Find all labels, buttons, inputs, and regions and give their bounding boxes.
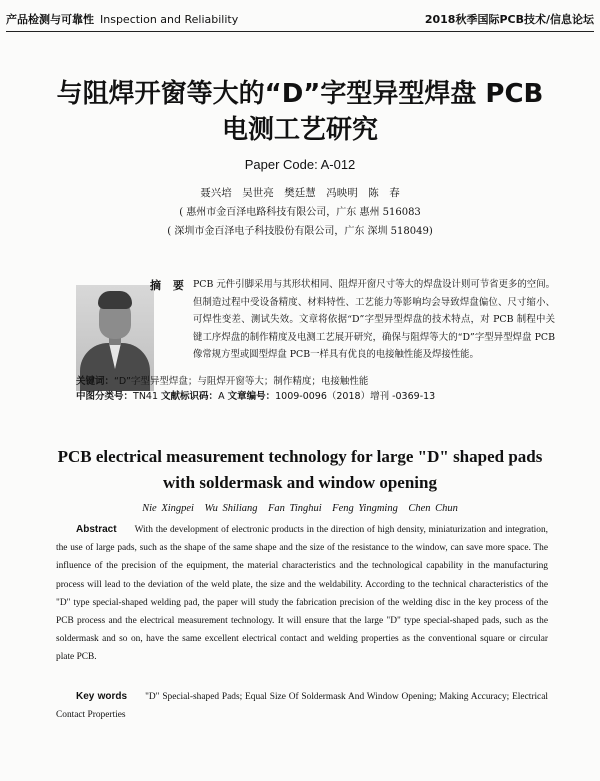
title-english bbox=[20, 444, 580, 496]
abstract-english-label: Abstract bbox=[76, 524, 117, 535]
title-chinese-line-1: 与阻焊开窗等大的“D”字型异型焊盘 PCB bbox=[56, 79, 544, 109]
clc-value: TN41 bbox=[133, 391, 159, 402]
photo-hair bbox=[98, 291, 132, 309]
paper-code: Paper Code: A-012 bbox=[244, 157, 356, 172]
running-header bbox=[6, 10, 594, 30]
title-chinese bbox=[40, 76, 560, 148]
header-left bbox=[6, 10, 238, 30]
abstract-english-text: With the development of electronic products in the direction of high density, miniaturization and integration, the use of large pads, such as the shape of the same shape and the size of the resistance to the window, can save more space. The influence of the precision of the equipment, the material characteristics and the technological capability in the manufacturing process will lead to the deviation of the weld plate, the size and the weldability. According to the technical characteristics of the "D" type special-shaped welding pad, the paper will study the fabrication precision of the welding disc in the key process of the PCB process and the electrical measurement technology. It will ensure that the large "D" type special-shaped pads, such as the soldermask and so on, have the same excellent electrical contact and welding properties as the conventional square or circular plate PCB. bbox=[56, 525, 548, 663]
title-english-line-2: with soldermask and window opening bbox=[163, 473, 437, 492]
affiliation-2: ( 深圳市金百泽电子科技股份有限公司，广东 深圳 518049) bbox=[167, 226, 433, 237]
title-chinese-line-2: 电测工艺研究 bbox=[221, 115, 378, 145]
clc-label: 中图分类号： bbox=[76, 391, 134, 402]
header-journal: 2018秋季国际PCB技术/信息论坛 bbox=[424, 13, 594, 26]
header-divider bbox=[6, 31, 594, 32]
keywords-chinese bbox=[76, 375, 566, 389]
doc-code-value: A bbox=[218, 391, 225, 402]
classification-line bbox=[76, 390, 576, 404]
affiliation-1: ( 惠州市金百泽电路科技有限公司，广东 惠州 516083 bbox=[179, 207, 421, 218]
article-number-label: 文章编号： bbox=[227, 391, 276, 402]
authors-chinese: 聂兴培 吴世亮 樊廷慧 冯映明 陈 春 bbox=[200, 187, 400, 199]
keywords-english-text: "D" Special-shaped Pads; Equal Size Of Soldermask And Window Opening; Making Accuracy; Electrical Contact Properties bbox=[56, 692, 548, 720]
abstract-chinese-label: 摘 要 bbox=[150, 279, 188, 292]
abstract-chinese-text: PCB 元件引脚采用与其形状相同、阻焊开窗尺寸等大的焊盘设计则可节省更多的空间。但制造过程中受设备精度、材料特性、工艺能力等影响均会导致焊盘偏位、尺寸缩小、可焊性变差、测试失效。文章将依据“D”字型异型焊盘的技术特点，对 PCB 制程中关键工序焊盘的制作精度及电测工艺展开研究，确保与阻焊等大的“D”字型异型焊盘 PCB 像常规方型或圆型焊盘 PCB一样具有优良的电接触性能及焊接性能。 bbox=[193, 279, 555, 361]
keywords-chinese-text: “D”字型异型焊盘；与阻焊开窗等大；制作精度；电接触性能 bbox=[114, 376, 369, 387]
header-section-cn: 产品检测与可靠性 bbox=[6, 13, 94, 26]
title-english-line-1: PCB electrical measurement technology for large "D" shaped pads bbox=[57, 447, 543, 466]
authors-english: Nie Xingpei Wu Shiliang Fan Tinghui Feng Yingming Chen Chun bbox=[142, 503, 458, 514]
keywords-chinese-label: 关键词： bbox=[76, 376, 115, 387]
abstract-english bbox=[56, 521, 548, 667]
article-number-value: 1009-0096（2018）增刊 -0369-13 bbox=[275, 391, 436, 402]
doc-code-label: 文献标识码： bbox=[161, 391, 219, 402]
header-section-en: Inspection and Reliability bbox=[100, 13, 239, 26]
keywords-english-label: Key words bbox=[76, 691, 128, 702]
keywords-english bbox=[56, 688, 548, 724]
